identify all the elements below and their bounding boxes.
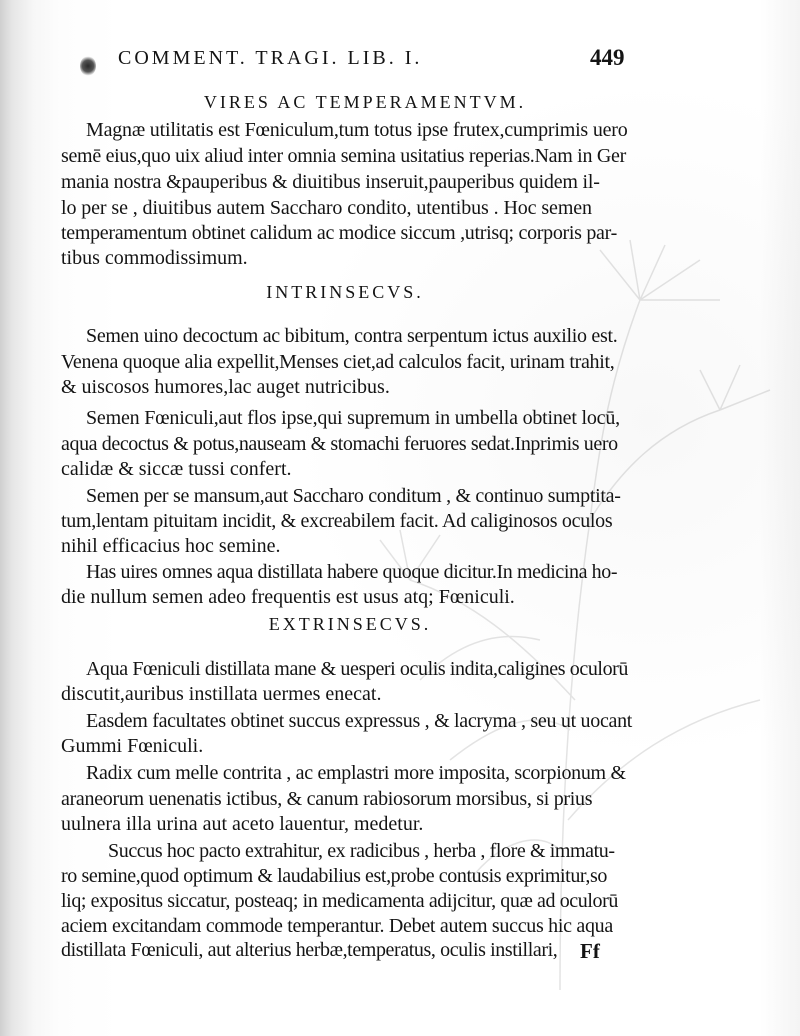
- text-line: tibus commodissimum.: [61, 247, 248, 269]
- text-line: semē eius,quo uix aliud inter omnia semina usitatius reperias.Nam in Ger: [61, 145, 626, 167]
- text-line: Gummi Fœniculi.: [61, 735, 204, 757]
- text-line: & uiscosos humores,lac auget nutricibus.: [61, 376, 390, 398]
- text-line: aciem excitandam commode temperantur. Debet autem succus hic aqua: [61, 915, 613, 937]
- section-heading: VIRES AC TEMPERAMENTVM.: [203, 92, 527, 112]
- text-line: Venena quoque alia expellit,Menses ciet,ad calculos facit, urinam trahit,: [61, 351, 615, 373]
- text-line: nihil efficacius hoc semine.: [61, 535, 281, 557]
- text-line: calidæ & siccæ tussi confert.: [61, 458, 292, 480]
- text-line: ro semine,quod optimum & laudabilius est,probe contusis exprimitur,so: [61, 865, 607, 887]
- section-heading: EXTRINSECVS.: [268, 614, 432, 634]
- section-heading: INTRINSECVS.: [266, 282, 424, 302]
- text-line: Radix cum melle contrita , ac emplastri more imposita, scorpionum &: [86, 762, 626, 784]
- text-line: discutit,auribus instillata uermes enecat.: [61, 683, 382, 705]
- text-line: liq; expositus siccatur, posteaq; in medicamenta adijcitur, quæ ad oculorū: [61, 890, 618, 912]
- text-line: temperamentum obtinet calidum ac modice siccum ,utrisq; corporis par-: [61, 222, 617, 244]
- running-head: COMMENT. TRAGI. LIB. I.: [118, 47, 423, 69]
- text-line: Has uires omnes aqua distillata habere quoque dicitur.In medicina ho-: [86, 561, 618, 583]
- text-line: Semen uino decoctum ac bibitum, contra serpentum ictus auxilio est.: [86, 325, 618, 347]
- text-line: uulnera illa urina aut aceto lauentur, medetur.: [61, 813, 424, 835]
- text-line: Semen per se mansum,aut Saccharo conditum , & continuo sumptita-: [86, 485, 621, 507]
- text-line: die nullum semen adeo frequentis est usus atq; Fœniculi.: [61, 586, 515, 608]
- text-line: araneorum uenenatis ictibus, & canum rabiosorum morsibus, si prius: [61, 788, 593, 810]
- text-line: Aqua Fœniculi distillata mane & uesperi oculis indita,caligines oculorū: [86, 658, 629, 680]
- text-line: tum,lentam pituitam incidit, & excreabilem facit. Ad caliginosos oculos: [61, 510, 613, 532]
- text-line: aqua decoctus & potus,nauseam & stomachi feruores sedat.Inprimis uero: [61, 433, 618, 455]
- text-line: Succus hoc pacto extrahitur, ex radicibus , herba , flore & immatu-: [108, 840, 615, 862]
- text-line: mania nostra &pauperibus & diuitibus inseruit,pauperibus quidem il-: [61, 171, 600, 193]
- text-line: Easdem facultates obtinet succus expressus , & lacryma , seu ut uocant: [86, 710, 633, 732]
- page-number: 449: [590, 45, 625, 70]
- text-line: Semen Fœniculi,aut flos ipse,qui supremum in umbella obtinet locū,: [86, 407, 620, 429]
- signature-mark: Ff: [580, 939, 600, 963]
- text-line: Magnæ utilitatis est Fœniculum,tum totus ipse frutex,cumprimis uero: [86, 119, 628, 141]
- ink-smudge: [80, 56, 96, 76]
- text-line: distillata Fœniculi, aut alterius herbæ,temperatus, oculis instillari,: [61, 939, 558, 961]
- text-line: lo per se , diuitibus autem Saccharo condito, utentibus . Hoc semen: [61, 197, 592, 219]
